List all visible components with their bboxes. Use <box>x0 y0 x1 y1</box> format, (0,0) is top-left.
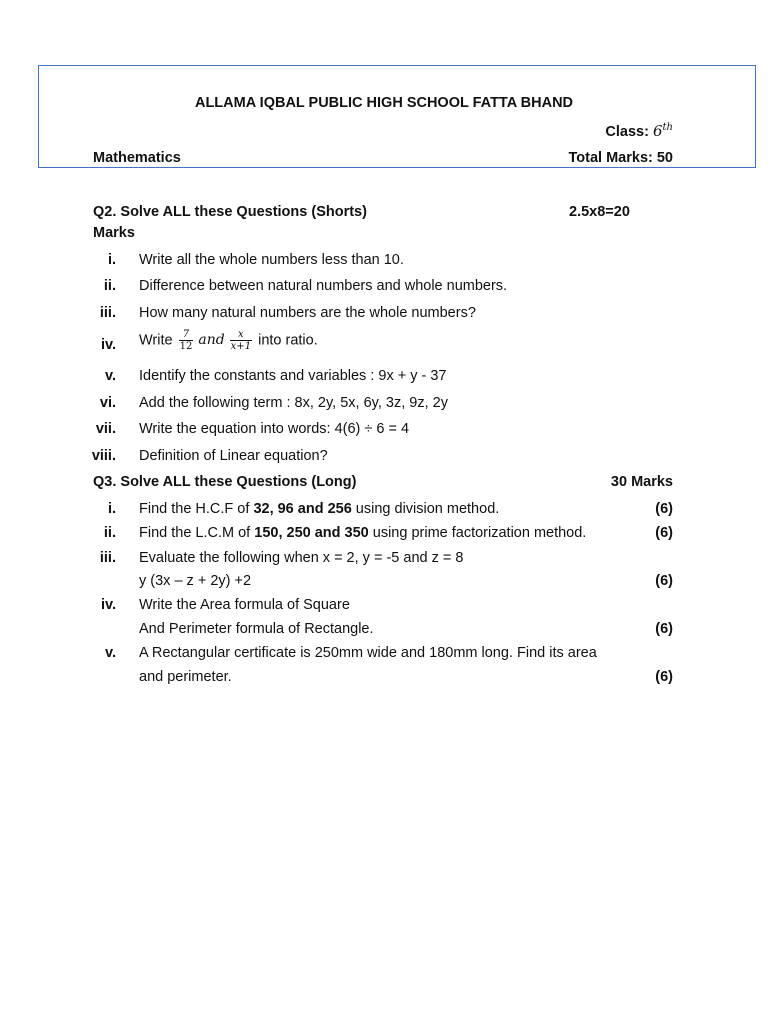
q2-item-text: Write the equation into words: 4(6) ÷ 6 = 4 <box>139 421 410 437</box>
q3-item-text: Find the H.C.F of 32, 96 and 256 using division method. <box>139 501 500 517</box>
q2-item-text: Difference between natural numbers and whole numbers. <box>139 278 508 294</box>
subject-name: Mathematics <box>93 150 181 166</box>
q2-item-number: viii. <box>91 448 116 464</box>
q3-item-mark: (6) <box>655 573 673 589</box>
q3-item-mark: (6) <box>655 669 673 685</box>
class-line <box>605 122 673 140</box>
q2-item-number: iv. <box>100 337 116 353</box>
q3-item-number: iv. <box>100 597 116 613</box>
q2-item-text: Definition of Linear equation? <box>139 448 328 464</box>
ratio-text-after: into ratio. <box>258 332 318 349</box>
q3-item-text-line1: Write the Area formula of Square <box>139 597 350 613</box>
q2-item-text: Identify the constants and variables : 9x + y - 37 <box>139 368 447 384</box>
q2-item-number: v. <box>104 368 116 384</box>
q3-item-mark: (6) <box>655 525 673 541</box>
q3-item-number: ii. <box>103 525 116 541</box>
q3-item-mark: (6) <box>655 621 673 637</box>
q3-item-number: iii. <box>99 550 116 566</box>
q3-item-text-line2: and perimeter. <box>139 669 232 685</box>
q3-item-mark: (6) <box>655 501 673 517</box>
q3-item-text: Find the L.C.M of 150, 250 and 350 using prime factorization method. <box>139 525 587 541</box>
ratio-text-before: Write <box>139 332 173 349</box>
fraction-x-over-x-plus-1: $\frac{x}{x+1}$ <box>230 329 252 352</box>
q2-item-text: How many natural numbers are the whole numbers? <box>139 305 476 321</box>
q2-item-ratio <box>139 329 318 352</box>
class-value: 6th <box>652 122 673 140</box>
fraction-seven-twelfths: $\frac{7}{12}$ <box>179 329 193 352</box>
and-word: and <box>198 332 225 349</box>
q3-item-text-line2: And Perimeter formula of Rectangle. <box>139 621 374 637</box>
q3-item-number: i. <box>107 501 116 517</box>
q3-item-number: v. <box>104 645 116 661</box>
q3-heading: Q3. Solve ALL these Questions (Long) <box>93 474 357 490</box>
q2-item-number: i. <box>107 252 116 268</box>
school-name: ALLAMA IQBAL PUBLIC HIGH SCHOOL FATTA BHAND <box>194 95 574 111</box>
q3-item-text-line1: Evaluate the following when x = 2, y = -5 and z = 8 <box>139 550 464 566</box>
class-label: Class: <box>605 124 653 140</box>
q3-marks: 30 Marks <box>610 474 673 490</box>
q2-item-text: Write all the whole numbers less than 10. <box>139 252 404 268</box>
q3-item-text-line1: A Rectangular certificate is 250mm wide and 180mm long. Find its area <box>139 645 597 661</box>
q2-heading: Q2. Solve ALL these Questions (Shorts) <box>93 204 367 220</box>
q2-item-number: vi. <box>99 395 116 411</box>
q2-item-text: Add the following term : 8x, 2y, 5x, 6y, 3z, 9z, 2y <box>139 395 448 411</box>
total-marks: Total Marks: 50 <box>568 150 673 166</box>
q3-item-text-line2: y (3x – z + 2y) +2 <box>139 573 252 589</box>
q2-marks: 2.5x8=20 <box>569 204 630 220</box>
q2-item-number: iii. <box>99 305 116 321</box>
q2-item-number: ii. <box>103 278 116 294</box>
q2-marks-word: Marks <box>93 225 135 241</box>
q2-item-number: vii. <box>95 421 116 437</box>
